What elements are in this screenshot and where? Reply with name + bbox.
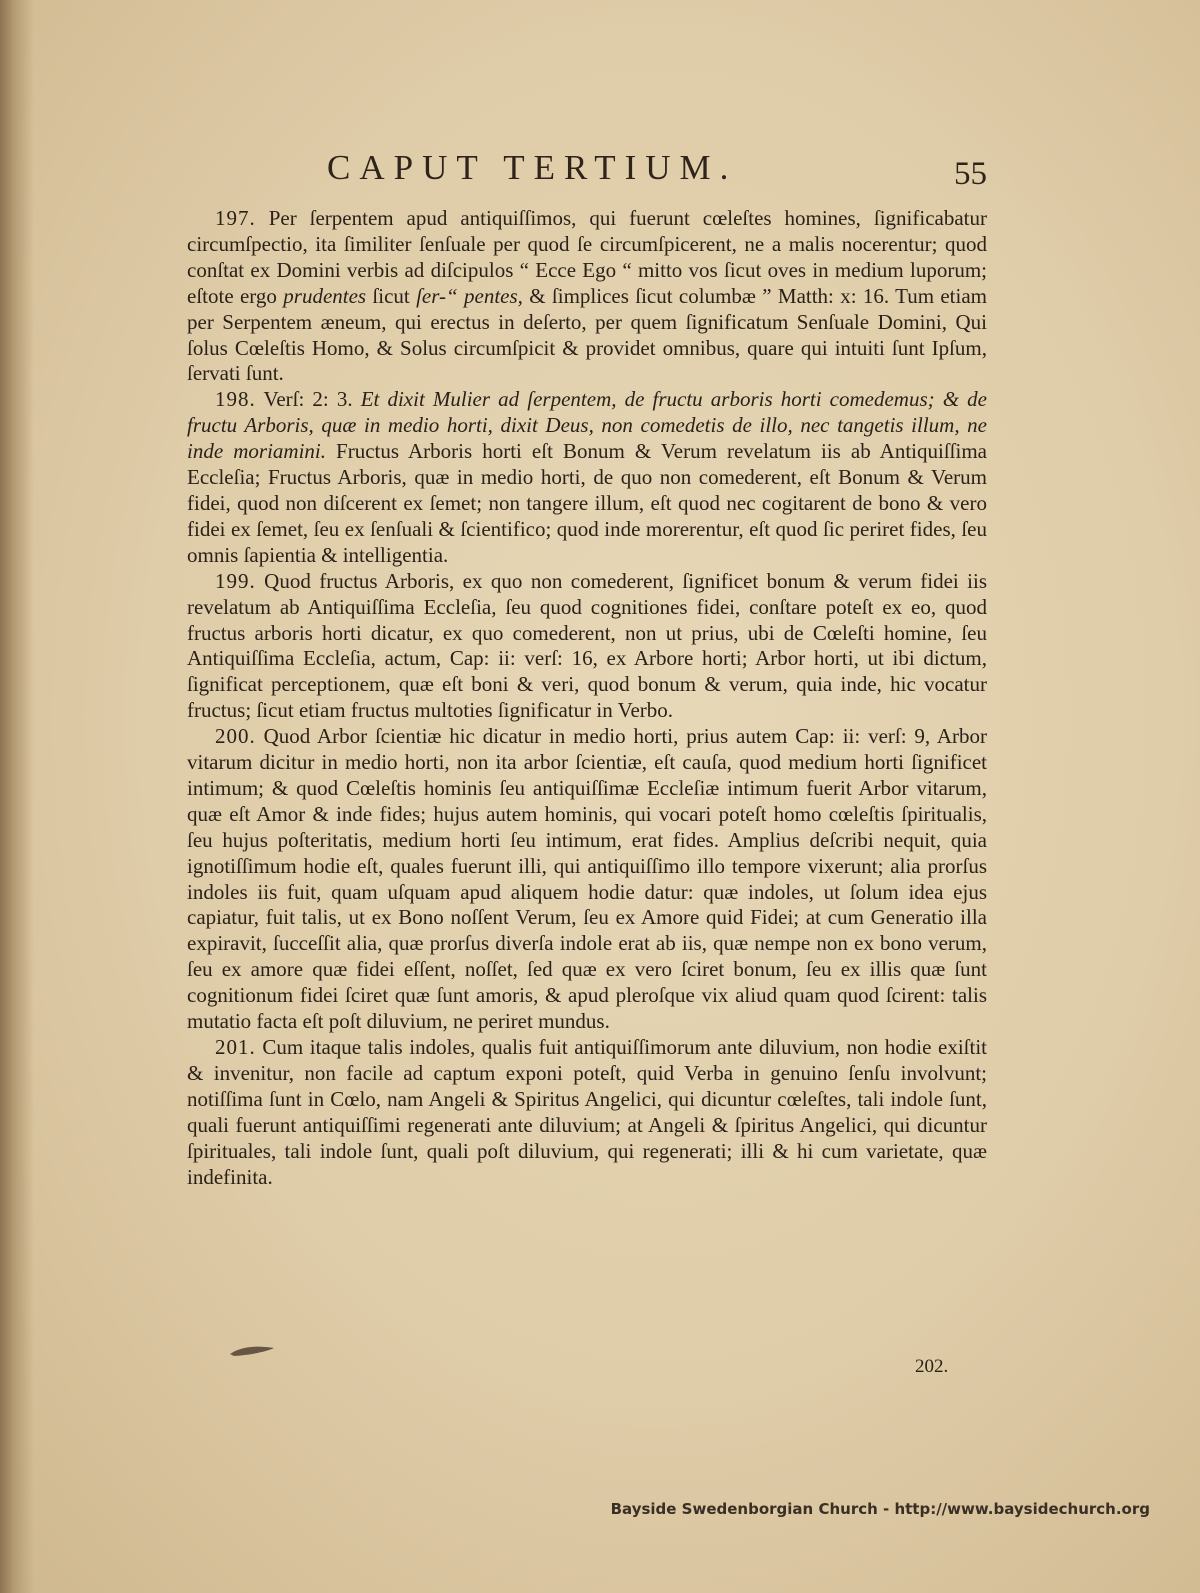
paragraph	[187, 569, 987, 724]
paragraph-text: Cum itaque talis indoles, qualis fuit antiquiſſimorum ante diluvium, non hodie exiſtit & invenitur, non facile ad captum exponi poteſt, quid Verba in genuino ſenſu involvunt; notiſſima ſunt in Cœlo, nam Angeli & Spiritus Angelici, qui dicuntur cœleſtes, tali indole ſunt, quali fuerunt antiquiſſimi regenerati ante diluvium; at Angeli & ſpiritus Angelici, qui dicuntur ſpirituales, tali indole ſunt, quali poſt diluvium, qui regenerati; illi & hi cum varietate, quæ indefinita.	[187, 1035, 987, 1189]
paragraph	[187, 1035, 987, 1190]
paragraph-text: ſicut	[366, 283, 417, 308]
paragraph-number: 197.	[215, 206, 256, 230]
paragraph-number: 198.	[215, 387, 256, 412]
paragraph	[187, 387, 987, 568]
paragraph-text: Quod fructus Arboris, ex quo non comederent, ſignificet bonum & verum fidei iis revelatum ab Antiquiſſima Eccleſia, ſeu quod cognitiones fidei, conſtare poteſt ex eo, quod fructus arboris horti dicatur, ex quo comederent, non ut prius, ubi de Cœleſti homine, ſeu Antiquiſſima Eccleſia, actum, Cap: ii: verſ: 16, ex Arbore horti; Arbor horti, ut ibi dictum, ſignificat perceptionem, quæ eſt boni & veri, quod bonum & verum, quia inde, hic vocatur fructus; ſicut etiam fructus multoties ſignificatur in Verbo.	[187, 568, 987, 723]
italic-text: ſer-“ pentes,	[416, 283, 523, 308]
paragraph	[187, 724, 987, 1035]
ink-blot-mark	[228, 1343, 276, 1357]
paragraph-text: Per ſerpentem apud antiquiſſimos, qui fuerunt cœleſtes homines, ſignificabatur circumſpectio, ita ſimiliter ſenſuale per quod ſe circumſpicerent, ne a malis nocerentur; quod conſtat ex Domini verbis ad diſcipulos “ Ecce Ego “ mitto vos ſicut oves in medium luporum; eſtote ergo	[187, 206, 987, 308]
body-text	[187, 206, 987, 1190]
paragraph-text: & ſimplices ſicut columbæ ” Matth: x: 16. Tum etiam per Serpentem æneum, qui erectus in deſerto, per quem ſignificatum Senſuale Domini, Qui ſolus Cœleſtis Homo, & Solus circumſpicit & providet omnibus, quare qui intuiti ſunt Ipſum, ſervati ſunt.	[187, 283, 988, 386]
paragraph-number: 199.	[215, 568, 256, 593]
page-gutter-shadow	[0, 0, 34, 1593]
paragraph	[187, 206, 987, 387]
page-header	[187, 148, 987, 198]
italic-text: Et dixit Mulier ad ſerpentem, de fructu arboris horti comedemus; & de fructu Arboris, quæ in medio horti, dixit Deus, non comedetis de illo, nec tangetis illum, ne inde moriamini.	[187, 387, 987, 464]
paragraph-text: Quod Arbor ſcientiæ hic dicatur in medio horti, prius autem Cap: ii: verſ: 9, Arbor vitarum dicitur in medio horti, non ita arbor ſcientiæ, eſt cauſa, quod medium horti ſignificet intimum; & quod Cœleſtis hominis ſeu antiquiſſimæ Eccleſiæ intimum fuerit Arbor vitarum, quæ eſt Amor & inde fides; hujus autem hominis, qui vocari poteſt homo cœleſtis ſpiritualis, ſeu hujus poſteritatis, medium horti ſeu intimum, erat fides. Amplius deſcribi nequit, quia ignotiſſimum hodie eſt, quales fuerunt illi, qui antiquiſſimo illo tempore vixerunt; alia prorſus indoles iis fuit, quam uſquam apud aliquem hodie datur: quæ indoles, ut ſolum idea ejus capiatur, fuit talis, ut ex Bono noſſent Verum, ſeu ex Amore quid Fidei; at cum Generatio illa expiravit, ſucceſſit alia, quæ prorſus diverſa indole erat ab iis, quæ nempe non ex bono verum, ſeu ex amore quæ fidei eſſent, noſſet, ſed quæ ex vero ſciret bonum, ſeu ex illis quæ ſunt cognitionum fidei ſciret quæ ſunt amoris, & apud pleroſque vix aliud quam quod ſcirent: talis mutatio facta eſt poſt diluvium, ne periret mundus.	[187, 724, 987, 1034]
catchword: 202.	[915, 1356, 949, 1377]
paragraph-text: Fructus Arboris horti eſt Bonum & Verum revelatum iis ab Antiquiſſima Eccleſia; Fructus Arboris, quæ in medio horti, de quo non comederent, eſt Bonum & Verum fidei, quod non diſcerent ex ſemet; non tangere illum, eſt quod nec cogitarent de bono & vero fidei ex ſemet, ſeu ex ſenſuali & ſcientifico; quod inde morerentur, eſt quod ſic periret fides, ſeu omnis ſapientia & intelligentia.	[187, 439, 987, 567]
italic-text: prudentes	[283, 283, 367, 308]
running-head: CAPUT TERTIUM.	[327, 148, 738, 187]
paragraph-number: 200.	[215, 724, 256, 749]
page-number: 55	[954, 156, 987, 192]
footer-credit: Bayside Swedenborgian Church - http://www.baysidechurch.org	[610, 1500, 1150, 1518]
paragraph-text: Verſ: 2: 3.	[255, 387, 361, 412]
paragraph-number: 201.	[215, 1035, 256, 1059]
